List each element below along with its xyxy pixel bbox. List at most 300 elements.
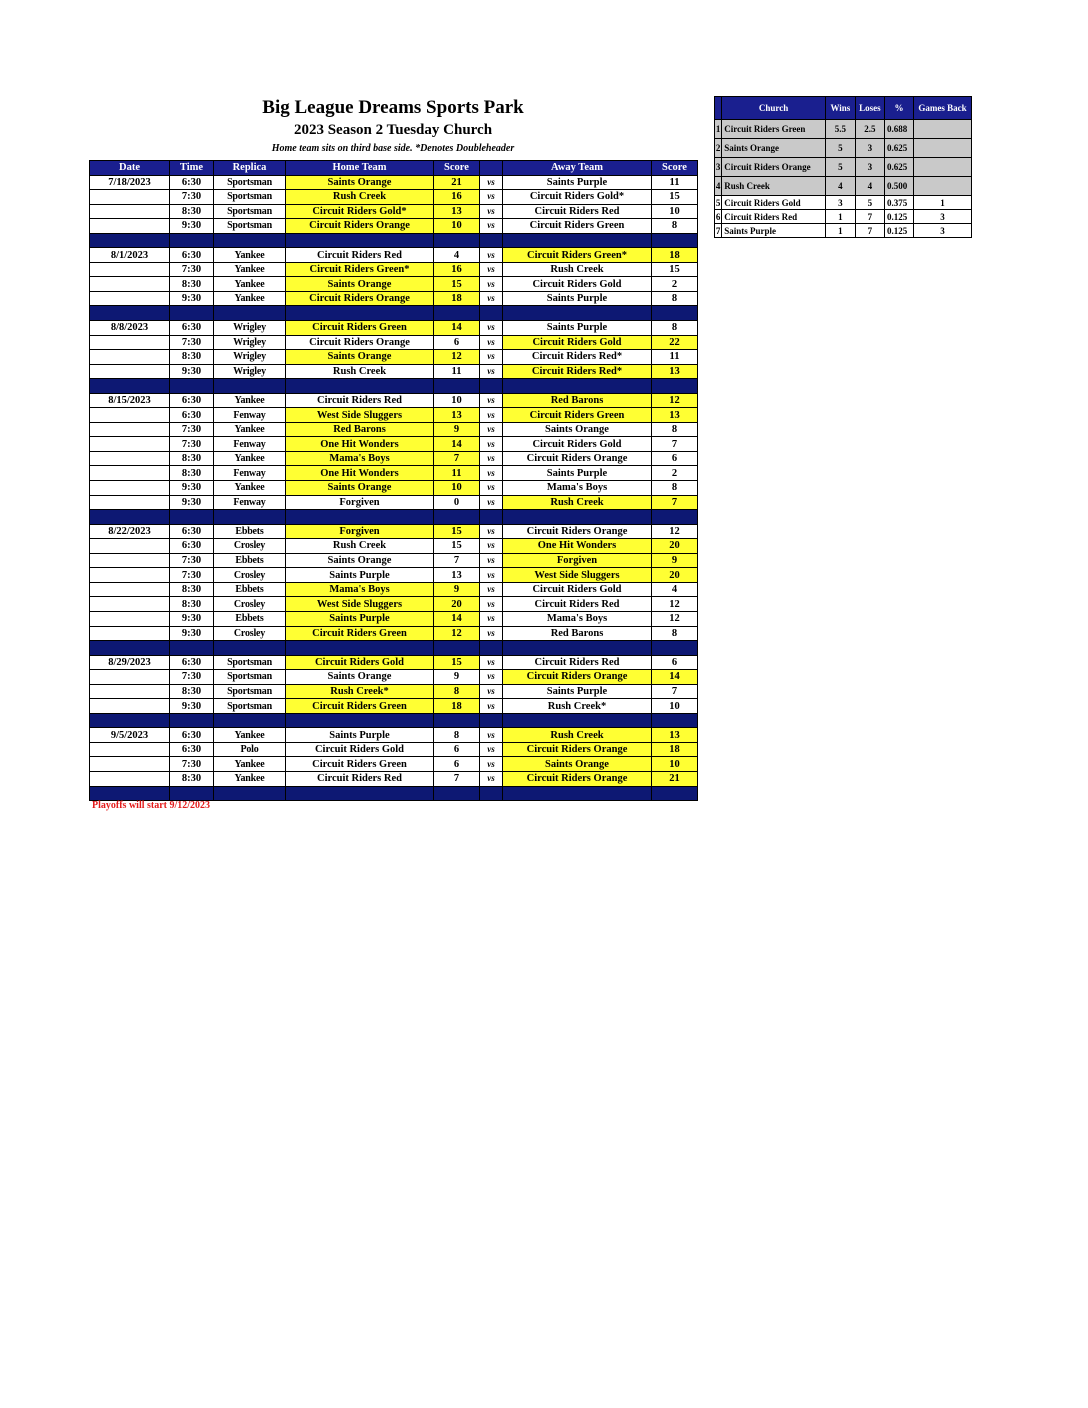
game-field: Wrigley <box>214 321 286 336</box>
home-score: 18 <box>434 291 480 306</box>
home-team: One Hit Wonders <box>286 437 434 452</box>
separator-cell <box>214 641 286 656</box>
game-field: Yankee <box>214 771 286 786</box>
standing-pct: 0.625 <box>884 139 913 158</box>
away-team: Circuit Riders Green <box>503 408 652 423</box>
vs-label: vs <box>480 611 503 626</box>
game-time: 9:30 <box>170 626 214 641</box>
standing-loses: 2.5 <box>855 120 884 139</box>
page-subtitle: 2023 Season 2 Tuesday Church <box>293 122 493 138</box>
game-time: 8:30 <box>170 451 214 466</box>
game-row <box>90 364 698 379</box>
home-team: Circuit Riders Orange <box>286 335 434 350</box>
away-score: 11 <box>652 175 698 190</box>
game-field: Wrigley <box>214 350 286 365</box>
game-date: 8/1/2023 <box>90 248 170 263</box>
week-separator <box>90 306 698 321</box>
game-time: 6:30 <box>170 321 214 336</box>
separator-cell <box>652 510 698 525</box>
home-score: 14 <box>434 321 480 336</box>
game-date: 7/18/2023 <box>90 175 170 190</box>
standing-games-back: 3 <box>913 210 971 224</box>
home-team: Saints Orange <box>286 553 434 568</box>
separator-cell <box>170 641 214 656</box>
separator-cell <box>652 379 698 394</box>
home-score: 20 <box>434 597 480 612</box>
game-field: Polo <box>214 742 286 757</box>
away-team: Circuit Riders Orange <box>503 670 652 685</box>
home-score: 9 <box>434 582 480 597</box>
vs-label: vs <box>480 204 503 219</box>
game-date <box>90 437 170 452</box>
game-date <box>90 262 170 277</box>
home-team: Circuit Riders Gold <box>286 655 434 670</box>
separator-cell <box>434 233 480 248</box>
game-time: 9:30 <box>170 219 214 234</box>
game-date <box>90 611 170 626</box>
vs-label: vs <box>480 291 503 306</box>
home-team: Mama's Boys <box>286 451 434 466</box>
home-score: 0 <box>434 495 480 510</box>
game-row <box>90 611 698 626</box>
away-score: 11 <box>652 350 698 365</box>
game-time: 9:30 <box>170 495 214 510</box>
away-team: Saints Purple <box>503 321 652 336</box>
away-team: Circuit Riders Gold <box>503 437 652 452</box>
standing-loses: 3 <box>855 158 884 177</box>
game-field: Yankee <box>214 277 286 292</box>
game-field: Wrigley <box>214 364 286 379</box>
game-field: Crosley <box>214 539 286 554</box>
home-team: Mama's Boys <box>286 582 434 597</box>
vs-label: vs <box>480 277 503 292</box>
away-team: Circuit Riders Red* <box>503 350 652 365</box>
separator-cell <box>214 233 286 248</box>
standing-pct: 0.625 <box>884 158 913 177</box>
vs-label: vs <box>480 684 503 699</box>
vs-label: vs <box>480 321 503 336</box>
game-field: Sportsman <box>214 684 286 699</box>
away-team: Circuit Riders Red <box>503 597 652 612</box>
standing-team: Circuit Riders Gold <box>722 196 826 210</box>
standings-row <box>715 158 972 177</box>
away-score: 22 <box>652 335 698 350</box>
vs-label: vs <box>480 742 503 757</box>
game-time: 8:30 <box>170 597 214 612</box>
home-team: Circuit Riders Gold <box>286 742 434 757</box>
away-score: 8 <box>652 626 698 641</box>
standing-games-back <box>913 158 971 177</box>
separator-cell <box>652 641 698 656</box>
game-time: 8:30 <box>170 204 214 219</box>
separator-cell <box>90 379 170 394</box>
game-row <box>90 393 698 408</box>
game-date <box>90 670 170 685</box>
game-row <box>90 481 698 496</box>
vs-label: vs <box>480 393 503 408</box>
away-score: 6 <box>652 655 698 670</box>
game-row <box>90 277 698 292</box>
home-team: Saints Purple <box>286 568 434 583</box>
game-date: 9/5/2023 <box>90 728 170 743</box>
game-field: Sportsman <box>214 670 286 685</box>
vs-label: vs <box>480 539 503 554</box>
game-row <box>90 655 698 670</box>
game-field: Sportsman <box>214 219 286 234</box>
game-time: 7:30 <box>170 670 214 685</box>
away-team: Circuit Riders Gold <box>503 277 652 292</box>
game-time: 7:30 <box>170 757 214 772</box>
separator-cell <box>503 510 652 525</box>
game-field: Ebbets <box>214 524 286 539</box>
schedule-header-row <box>90 161 698 176</box>
separator-cell <box>286 786 434 801</box>
away-score: 12 <box>652 611 698 626</box>
away-team: Circuit Riders Orange <box>503 451 652 466</box>
vs-label: vs <box>480 262 503 277</box>
game-time: 6:30 <box>170 248 214 263</box>
vs-label: vs <box>480 350 503 365</box>
away-team: Rush Creek <box>503 728 652 743</box>
game-field: Sportsman <box>214 175 286 190</box>
game-field: Sportsman <box>214 204 286 219</box>
game-field: Fenway <box>214 437 286 452</box>
game-date <box>90 204 170 219</box>
home-score: 10 <box>434 393 480 408</box>
game-date <box>90 495 170 510</box>
vs-label: vs <box>480 568 503 583</box>
home-team: Circuit Riders Green <box>286 321 434 336</box>
standing-games-back <box>913 177 971 196</box>
game-time: 9:30 <box>170 699 214 714</box>
standings-body <box>715 120 972 238</box>
home-score: 11 <box>434 364 480 379</box>
game-date: 8/22/2023 <box>90 524 170 539</box>
separator-cell <box>652 233 698 248</box>
away-score: 20 <box>652 539 698 554</box>
game-date: 8/15/2023 <box>90 393 170 408</box>
vs-label: vs <box>480 655 503 670</box>
game-date <box>90 757 170 772</box>
standing-loses: 4 <box>855 177 884 196</box>
week-separator <box>90 233 698 248</box>
home-team: One Hit Wonders <box>286 466 434 481</box>
game-field: Fenway <box>214 408 286 423</box>
home-score: 10 <box>434 219 480 234</box>
game-field: Ebbets <box>214 582 286 597</box>
away-team: Rush Creek <box>503 262 652 277</box>
vs-label: vs <box>480 699 503 714</box>
home-score: 8 <box>434 684 480 699</box>
game-field: Fenway <box>214 466 286 481</box>
away-score: 8 <box>652 291 698 306</box>
standing-team: Circuit Riders Red <box>722 210 826 224</box>
vs-label: vs <box>480 451 503 466</box>
away-score: 13 <box>652 364 698 379</box>
game-row <box>90 495 698 510</box>
home-score: 16 <box>434 262 480 277</box>
separator-cell <box>503 713 652 728</box>
separator-cell <box>214 306 286 321</box>
game-date <box>90 539 170 554</box>
standing-pct: 0.375 <box>884 196 913 210</box>
separator-cell <box>480 510 503 525</box>
vs-label: vs <box>480 728 503 743</box>
standing-rank: 4 <box>715 177 722 196</box>
standing-rank: 1 <box>715 120 722 139</box>
home-score: 8 <box>434 728 480 743</box>
game-row <box>90 175 698 190</box>
separator-cell <box>286 233 434 248</box>
game-row <box>90 291 698 306</box>
standing-team: Saints Orange <box>722 139 826 158</box>
away-score: 7 <box>652 437 698 452</box>
away-score: 8 <box>652 422 698 437</box>
separator-cell <box>90 713 170 728</box>
away-score: 7 <box>652 684 698 699</box>
vs-label: vs <box>480 175 503 190</box>
game-field: Sportsman <box>214 699 286 714</box>
away-score: 6 <box>652 451 698 466</box>
game-row <box>90 553 698 568</box>
away-team: Saints Orange <box>503 422 652 437</box>
game-row <box>90 408 698 423</box>
home-team: Rush Creek <box>286 539 434 554</box>
game-time: 9:30 <box>170 481 214 496</box>
standings-row <box>715 177 972 196</box>
home-score: 9 <box>434 670 480 685</box>
away-score: 10 <box>652 757 698 772</box>
separator-cell <box>503 306 652 321</box>
game-row <box>90 422 698 437</box>
game-field: Yankee <box>214 248 286 263</box>
vs-label: vs <box>480 481 503 496</box>
game-date <box>90 408 170 423</box>
home-score: 16 <box>434 190 480 205</box>
separator-cell <box>503 641 652 656</box>
standings-row <box>715 139 972 158</box>
away-team: Circuit Riders Orange <box>503 742 652 757</box>
game-row <box>90 190 698 205</box>
separator-cell <box>170 510 214 525</box>
standing-rank: 2 <box>715 139 722 158</box>
game-row <box>90 582 698 597</box>
col-home-score: Score <box>434 161 480 176</box>
away-team: Circuit Riders Gold <box>503 582 652 597</box>
standing-games-back: 3 <box>913 224 971 238</box>
home-score: 10 <box>434 481 480 496</box>
standing-pct: 0.688 <box>884 120 913 139</box>
away-team: Circuit Riders Orange <box>503 771 652 786</box>
game-date: 8/29/2023 <box>90 655 170 670</box>
home-team: Circuit Riders Orange <box>286 291 434 306</box>
home-score: 6 <box>434 742 480 757</box>
vs-label: vs <box>480 495 503 510</box>
separator-cell <box>170 306 214 321</box>
game-date <box>90 626 170 641</box>
game-time: 6:30 <box>170 742 214 757</box>
away-score: 8 <box>652 481 698 496</box>
away-score: 8 <box>652 219 698 234</box>
game-date <box>90 684 170 699</box>
separator-cell <box>434 379 480 394</box>
vs-label: vs <box>480 335 503 350</box>
game-row <box>90 757 698 772</box>
col-church: Church <box>722 97 826 120</box>
game-date <box>90 481 170 496</box>
away-team: West Side Sluggers <box>503 568 652 583</box>
game-time: 8:30 <box>170 466 214 481</box>
home-team: Saints Orange <box>286 670 434 685</box>
separator-cell <box>503 233 652 248</box>
home-team: Circuit Riders Red <box>286 393 434 408</box>
game-date <box>90 568 170 583</box>
week-separator <box>90 510 698 525</box>
separator-cell <box>286 641 434 656</box>
game-row <box>90 771 698 786</box>
separator-cell <box>503 379 652 394</box>
col-replica: Replica <box>214 161 286 176</box>
game-date <box>90 771 170 786</box>
vs-label: vs <box>480 626 503 641</box>
separator-cell <box>286 510 434 525</box>
away-score: 13 <box>652 728 698 743</box>
standing-wins: 5 <box>825 139 855 158</box>
vs-label: vs <box>480 771 503 786</box>
home-team: West Side Sluggers <box>286 408 434 423</box>
col-away-team: Away Team <box>503 161 652 176</box>
standing-loses: 7 <box>855 210 884 224</box>
vs-label: vs <box>480 553 503 568</box>
game-row <box>90 219 698 234</box>
game-date <box>90 364 170 379</box>
game-date <box>90 582 170 597</box>
standing-loses: 7 <box>855 224 884 238</box>
playoffs-note: Playoffs will start 9/12/2023 <box>92 800 211 811</box>
game-time: 7:30 <box>170 422 214 437</box>
away-team: Forgiven <box>503 553 652 568</box>
separator-cell <box>90 786 170 801</box>
standing-games-back: 1 <box>913 196 971 210</box>
standings-row <box>715 224 972 238</box>
home-team: Circuit Riders Green <box>286 626 434 641</box>
game-date <box>90 742 170 757</box>
home-score: 7 <box>434 451 480 466</box>
away-team: Red Barons <box>503 626 652 641</box>
separator-cell <box>480 306 503 321</box>
away-score: 12 <box>652 524 698 539</box>
game-time: 7:30 <box>170 568 214 583</box>
col-date: Date <box>90 161 170 176</box>
home-score: 4 <box>434 248 480 263</box>
week-separator <box>90 641 698 656</box>
game-row <box>90 539 698 554</box>
home-team: Saints Orange <box>286 481 434 496</box>
separator-cell <box>480 379 503 394</box>
game-time: 7:30 <box>170 262 214 277</box>
game-field: Crosley <box>214 626 286 641</box>
separator-cell <box>480 713 503 728</box>
game-row <box>90 568 698 583</box>
home-team: Saints Orange <box>286 175 434 190</box>
away-team: Circuit Riders Green* <box>503 248 652 263</box>
vs-label: vs <box>480 364 503 379</box>
home-team: Forgiven <box>286 495 434 510</box>
game-time: 7:30 <box>170 553 214 568</box>
game-time: 9:30 <box>170 364 214 379</box>
schedule-table <box>89 160 698 801</box>
separator-cell <box>434 510 480 525</box>
separator-cell <box>90 306 170 321</box>
home-score: 18 <box>434 699 480 714</box>
away-team: Circuit Riders Red <box>503 204 652 219</box>
separator-cell <box>503 786 652 801</box>
separator-cell <box>480 786 503 801</box>
home-team: Circuit Riders Red <box>286 248 434 263</box>
game-time: 9:30 <box>170 291 214 306</box>
standing-team: Rush Creek <box>722 177 826 196</box>
game-field: Yankee <box>214 728 286 743</box>
away-score: 18 <box>652 742 698 757</box>
game-date <box>90 219 170 234</box>
game-field: Yankee <box>214 393 286 408</box>
standing-wins: 1 <box>825 224 855 238</box>
away-team: One Hit Wonders <box>503 539 652 554</box>
away-team: Mama's Boys <box>503 611 652 626</box>
away-score: 21 <box>652 771 698 786</box>
game-row <box>90 699 698 714</box>
away-score: 14 <box>652 670 698 685</box>
game-field: Yankee <box>214 451 286 466</box>
standing-team: Saints Purple <box>722 224 826 238</box>
standing-wins: 5 <box>825 158 855 177</box>
standing-rank: 5 <box>715 197 721 208</box>
home-score: 7 <box>434 771 480 786</box>
away-team: Circuit Riders Gold* <box>503 190 652 205</box>
standing-pct: 0.125 <box>884 224 913 238</box>
week-separator <box>90 786 698 801</box>
away-team: Saints Purple <box>503 291 652 306</box>
page-title: Big League Dreams Sports Park <box>262 97 524 118</box>
home-team: Circuit Riders Green* <box>286 262 434 277</box>
col-time: Time <box>170 161 214 176</box>
away-team: Saints Purple <box>503 175 652 190</box>
home-team: Circuit Riders Red <box>286 771 434 786</box>
standing-rank: 6 <box>715 211 721 222</box>
vs-label: vs <box>480 408 503 423</box>
separator-cell <box>480 233 503 248</box>
away-team: Circuit Riders Orange <box>503 524 652 539</box>
home-score: 14 <box>434 611 480 626</box>
away-team: Saints Orange <box>503 757 652 772</box>
home-team: Saints Orange <box>286 350 434 365</box>
game-date <box>90 451 170 466</box>
game-row <box>90 321 698 336</box>
away-score: 13 <box>652 408 698 423</box>
col-rank <box>715 97 722 120</box>
game-time: 7:30 <box>170 190 214 205</box>
col-vs <box>480 161 503 176</box>
col-away-score: Score <box>652 161 698 176</box>
standings-header-row <box>715 97 972 120</box>
separator-cell <box>286 379 434 394</box>
home-score: 13 <box>434 204 480 219</box>
separator-cell <box>90 641 170 656</box>
game-date <box>90 422 170 437</box>
game-date <box>90 190 170 205</box>
standing-games-back <box>913 120 971 139</box>
game-row <box>90 742 698 757</box>
